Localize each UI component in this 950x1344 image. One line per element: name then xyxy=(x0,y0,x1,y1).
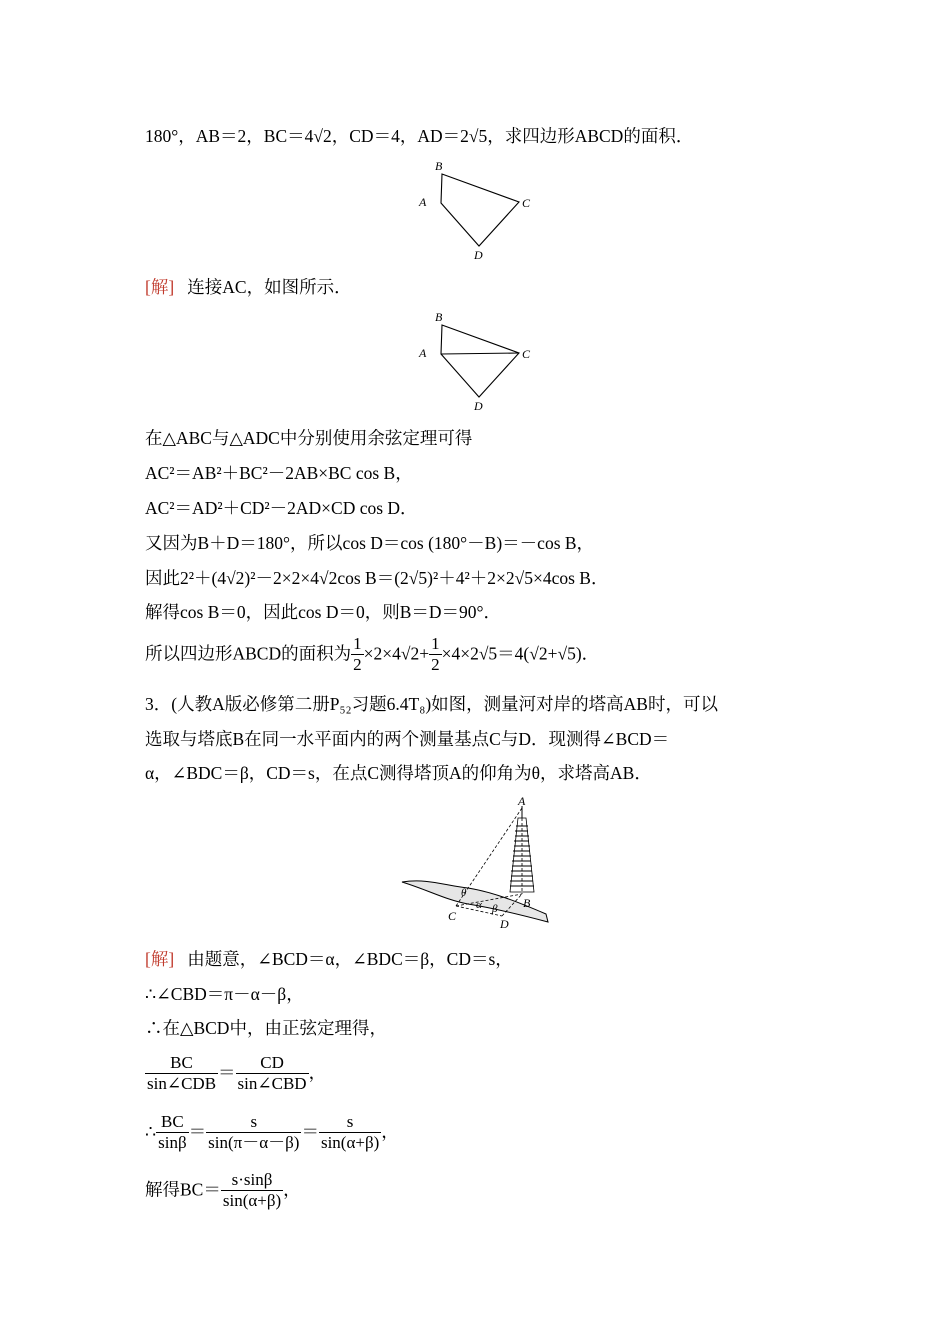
label-A: A xyxy=(419,346,427,360)
fraction-BC-over-sinbeta: $\frac{BC}{\sin\beta}$ xyxy=(158,1112,187,1152)
label-A: A xyxy=(518,794,526,808)
ratio-fractions: ∴ $\frac{BC}{\sin\beta}$ ＝ $\frac{s}{\sin(\pi-\alpha-\beta)}$ ＝ $\frac{s}{\sin(\alpha+\beta)}$ ， xyxy=(145,1112,399,1152)
solution-2-start xyxy=(145,951,513,969)
fraction-BC-over-sinCDB: $\frac{BC}{\text{sin∠CDB}}$ xyxy=(147,1053,217,1093)
sine-law-fractions: $\frac{BC}{\text{sin∠CDB}}$ ＝ $\frac{CD}{\text{sin∠CBD}}$ ， xyxy=(147,1053,327,1093)
label-B: B xyxy=(435,310,443,324)
solution-text: 连接AC，如图所示． xyxy=(187,277,352,297)
label-beta: β xyxy=(492,903,498,915)
equation-line: AC²＝AB²＋BC²－2AB×BC cos B， xyxy=(145,463,413,483)
fraction-s-over-sin-pi: $\frac{s}{\sin(\pi-\alpha-\beta)}$ xyxy=(208,1112,300,1152)
diagonal-AC xyxy=(441,353,519,354)
text-line: 在△ABC与△ADC中分别使用余弦定理可得 xyxy=(145,428,473,448)
solution-label: [解] xyxy=(145,949,175,969)
label-C: C xyxy=(522,347,531,361)
text-line: ∴在△BCD中，由正弦定理得， xyxy=(145,1018,387,1038)
solution-1-start xyxy=(145,279,352,297)
solution-text: 由题意，∠BCD＝α，∠BDC＝β，CD＝s， xyxy=(187,949,513,969)
fraction-half: $\frac{1}{2}$ xyxy=(353,634,362,674)
quadrilateral-shape xyxy=(441,325,519,397)
equation-line: 因此2²＋(4√2)²－2×2×4√2cos B＝(2√5)²＋4²＋2×2√5×4cos B． xyxy=(145,568,609,588)
fraction-bc-value: $\frac{s\cdot\sin\beta}{\sin(\alpha+\beta)}$ xyxy=(222,1170,282,1210)
text-line: 又因为B＋D＝180°，所以cos D＝cos (180°－B)＝－cos B， xyxy=(145,533,595,553)
label-alpha: α xyxy=(476,899,482,911)
area-result: ×4×2√5＝4(√2+√5)． xyxy=(441,643,600,664)
problem-statement-tail: 180°，AB＝2，BC＝4√2，CD＝4，AD＝2√5，求四边形ABCD的面积． xyxy=(145,126,694,146)
text-line: ∴∠CBD＝π－α－β， xyxy=(145,984,304,1004)
area-text: 所以四边形ABCD的面积为 xyxy=(145,643,352,664)
area-mid: ×2×4√2+ xyxy=(363,643,430,664)
solution-label: [解] xyxy=(145,277,175,297)
tower-figure xyxy=(398,796,558,942)
fraction-CD-over-sinCBD: $\frac{CD}{\text{sin∠CBD}}$ xyxy=(237,1053,307,1093)
label-D: D xyxy=(500,917,509,931)
label-D: D xyxy=(474,248,483,262)
label-theta: θ xyxy=(461,887,467,899)
label-B: B xyxy=(435,159,443,173)
label-C: C xyxy=(448,909,457,923)
label-B: B xyxy=(523,896,531,910)
problem-3-line-1: 3．(人教A版必修第二册P₅₂习题6.4T₈)如图，测量河对岸的塔高AB时，可以 xyxy=(145,694,718,714)
problem-3-line-3: α，∠BDC＝β，CD＝s，在点C测得塔顶A的仰角为θ，求塔高AB． xyxy=(145,763,652,783)
label-D: D xyxy=(474,399,483,413)
label-C: C xyxy=(522,196,531,210)
quadrilateral-figure xyxy=(415,158,535,264)
area-line xyxy=(145,634,599,674)
text-line: 解得cos B＝0，因此cos D＝0，则B＝D＝90°． xyxy=(145,602,502,622)
equation-line: AC²＝AD²＋CD²－2AD×CD cos D． xyxy=(145,498,418,518)
fraction-half: $\frac{1}{2}$ xyxy=(431,634,440,674)
bc-result: 解得BC＝ $\frac{s\cdot\sin\beta}{\sin(\alpha+\beta)}$ ， xyxy=(145,1170,301,1210)
quadrilateral-shape xyxy=(441,174,519,246)
problem-3-line-2: 选取与塔底B在同一水平面内的两个测量基点C与D．现测得∠BCD＝ xyxy=(145,729,670,749)
label-A: A xyxy=(419,195,427,209)
fraction-s-over-sin-sum: $\frac{s}{\sin(\alpha+\beta)}$ xyxy=(320,1112,380,1152)
quadrilateral-diagonal-figure xyxy=(415,309,535,415)
